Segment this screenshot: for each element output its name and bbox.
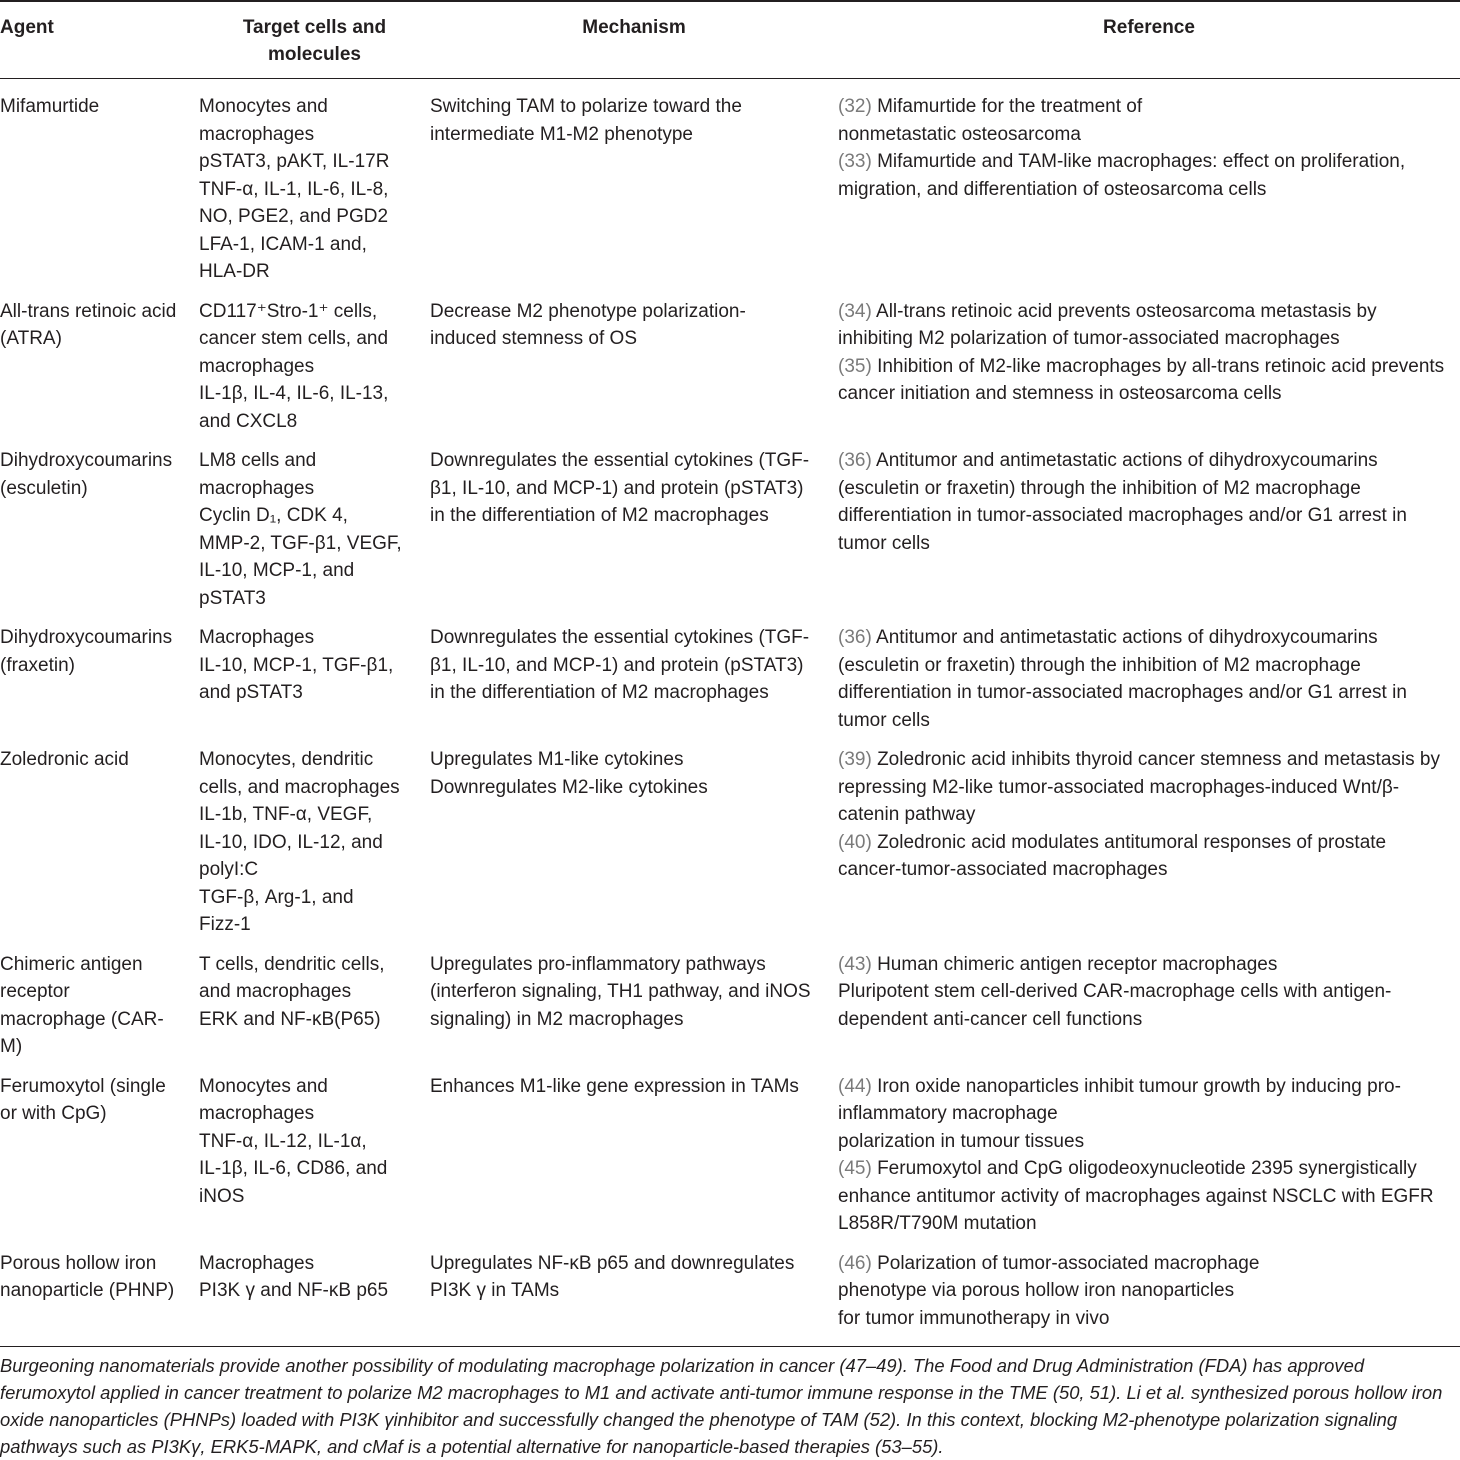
reference-line xyxy=(838,707,1460,735)
reference-number[interactable]: (39) xyxy=(838,749,872,770)
header-mechanism: Mechanism xyxy=(582,17,686,38)
cell-line: cells, and macrophages xyxy=(199,776,400,798)
target-cell xyxy=(199,1238,430,1333)
agent-cell xyxy=(0,435,199,612)
reference-text: polarization in tumour tissues xyxy=(838,1130,1085,1152)
cell-line: polyI:C xyxy=(199,859,259,880)
reference-line xyxy=(838,856,1460,884)
reference-line xyxy=(838,447,1460,475)
agent-cell xyxy=(0,1061,199,1238)
reference-line xyxy=(838,624,1460,652)
reference-line xyxy=(838,829,1460,857)
cell-line: receptor xyxy=(0,981,70,1002)
reference-number[interactable]: (36) xyxy=(838,627,872,648)
cell-line: Cyclin D₁, CDK 4, xyxy=(199,505,348,526)
mechanism-cell xyxy=(430,939,838,1061)
reference-line xyxy=(838,475,1460,503)
reference-line xyxy=(838,978,1460,1006)
reference-cell xyxy=(838,939,1460,1061)
reference-text: Zoledronic acid inhibits thyroid cancer stemness and metastasis by xyxy=(877,749,1440,770)
cell-line: (interferon signaling, TH1 pathway, and iNOS xyxy=(430,981,811,1002)
cell-line: Upregulates pro-inflammatory pathways xyxy=(430,953,766,975)
mechanism-cell xyxy=(430,1061,838,1238)
reference-line xyxy=(838,530,1460,558)
reference-text: Antitumor and antimetastatic actions of dihydroxycoumarins xyxy=(876,450,1378,471)
reference-line xyxy=(838,353,1460,381)
reference-line xyxy=(838,1128,1460,1156)
mechanism-cell xyxy=(430,435,838,612)
mechanism-cell xyxy=(430,79,838,286)
reference-line xyxy=(838,1100,1460,1128)
cell-line: Upregulates M1-like cytokines xyxy=(430,749,684,770)
reference-line xyxy=(838,652,1460,680)
cell-line: MMP-2, TGF-β1, VEGF, xyxy=(199,532,402,554)
cell-line: Porous hollow iron xyxy=(0,1252,157,1274)
cell-line: in the differentiation of M2 macrophages xyxy=(430,682,769,703)
reference-number[interactable]: (34) xyxy=(838,300,872,322)
cell-line: PI3K γ in TAMs xyxy=(430,1280,560,1301)
cell-line: TGF-β, Arg-1, and xyxy=(199,886,354,908)
cell-line: LFA-1, ICAM-1 and, xyxy=(199,233,367,255)
cell-line: Monocytes and xyxy=(199,1075,328,1097)
reference-number[interactable]: (36) xyxy=(838,450,872,471)
reference-number[interactable]: (40) xyxy=(838,831,872,853)
cell-line: induced stemness of OS xyxy=(430,328,637,349)
cell-line: macrophages xyxy=(199,1103,315,1124)
cell-line: Downregulates the essential cytokines (TGF- xyxy=(430,450,810,471)
target-cell xyxy=(199,435,430,612)
target-cell xyxy=(199,286,430,436)
reference-line xyxy=(838,1006,1460,1034)
reference-text: for tumor immunotherapy in vivo xyxy=(838,1307,1110,1329)
reference-text: L858R/T790M mutation xyxy=(838,1213,1037,1234)
agent-cell xyxy=(0,939,199,1061)
cell-line: nanoparticle (PHNP) xyxy=(0,1280,175,1301)
header-target: Target cells and molecules xyxy=(242,17,387,65)
cell-line: Macrophages xyxy=(199,627,315,648)
cell-line: LM8 cells and xyxy=(199,450,317,471)
footnote-rule xyxy=(0,1346,1460,1347)
cell-line: IL-10, IDO, IL-12, and xyxy=(199,831,383,853)
reference-text: enhance antitumor activity of macrophages against NSCLC with EGFR xyxy=(838,1185,1434,1207)
mechanism-cell xyxy=(430,612,838,734)
reference-line xyxy=(838,176,1460,204)
cell-line: Zoledronic acid xyxy=(0,749,129,770)
cell-line: Decrease M2 phenotype polarization- xyxy=(430,300,746,322)
cell-line: Upregulates NF-κB p65 and downregulates xyxy=(430,1252,795,1274)
cell-line: Dihydroxycoumarins xyxy=(0,627,173,648)
reference-text: inflammatory macrophage xyxy=(838,1103,1058,1124)
reference-cell xyxy=(838,286,1460,436)
cell-line: NO, PGE2, and PGD2 xyxy=(199,206,389,227)
cell-line: or with CpG) xyxy=(0,1103,107,1124)
reference-text: Pluripotent stem cell-derived CAR-macrophage cells with antigen- xyxy=(838,981,1392,1002)
cell-line: All-trans retinoic acid xyxy=(0,300,177,322)
reference-cell xyxy=(838,435,1460,612)
cell-line: macrophage (CAR- xyxy=(0,1008,164,1030)
cell-line: intermediate M1-M2 phenotype xyxy=(430,123,693,145)
reference-text: (esculetin or fraxetin) through the inhibition of M2 macrophage xyxy=(838,654,1361,676)
cell-line: β1, IL-10, and MCP-1) and protein (pSTAT3) xyxy=(430,477,804,499)
table-row xyxy=(0,939,1460,1061)
reference-text: migration, and differentiation of osteosarcoma cells xyxy=(838,178,1267,200)
agent-cell xyxy=(0,734,199,939)
target-cell xyxy=(199,1061,430,1238)
target-cell xyxy=(199,939,430,1061)
mechanism-cell xyxy=(430,1238,838,1333)
reference-number[interactable]: (32) xyxy=(838,96,872,117)
cell-line: and macrophages xyxy=(199,981,352,1002)
reference-text: dependent anti-cancer cell functions xyxy=(838,1008,1143,1030)
cell-line: Fizz-1 xyxy=(199,914,251,935)
reference-number[interactable]: (33) xyxy=(838,151,872,172)
agent-cell xyxy=(0,1238,199,1333)
cell-line: pSTAT3 xyxy=(199,587,266,609)
reference-line xyxy=(838,746,1460,774)
reference-text: Mifamurtide for the treatment of xyxy=(877,96,1143,117)
reference-line xyxy=(838,1073,1460,1101)
cell-line: macrophages xyxy=(199,477,315,499)
cell-line: iNOS xyxy=(199,1185,245,1207)
cell-line: Monocytes, dendritic xyxy=(199,749,374,770)
reference-line xyxy=(838,1250,1460,1278)
reference-line xyxy=(838,1277,1460,1305)
target-cell xyxy=(199,79,430,286)
cell-line: IL-1b, TNF-α, VEGF, xyxy=(199,804,373,825)
cell-line: TNF-α, IL-1, IL-6, IL-8, xyxy=(199,178,389,200)
reference-text: nonmetastatic osteosarcoma xyxy=(838,123,1081,145)
cell-line: and pSTAT3 xyxy=(199,682,303,703)
reference-line xyxy=(838,380,1460,408)
reference-number[interactable]: (43) xyxy=(838,953,872,975)
agent-cell xyxy=(0,612,199,734)
reference-cell xyxy=(838,79,1460,286)
reference-text: Mifamurtide and TAM-like macrophages: effect on proliferation, xyxy=(877,151,1406,172)
cell-line: Downregulates M2-like cytokines xyxy=(430,776,708,798)
cell-line: Ferumoxytol (single xyxy=(0,1075,166,1097)
cell-line: HLA-DR xyxy=(199,261,270,282)
cell-line: in the differentiation of M2 macrophages xyxy=(430,505,769,526)
header-agent: Agent xyxy=(0,17,54,38)
cell-line: IL-10, MCP-1, TGF-β1, xyxy=(199,654,394,676)
reference-number[interactable]: (44) xyxy=(838,1075,872,1097)
cell-line: Switching TAM to polarize toward the xyxy=(430,96,742,117)
cell-line: CD117⁺Stro-1⁺ cells, xyxy=(199,300,378,322)
table-row xyxy=(0,1061,1460,1238)
reference-text: Human chimeric antigen receptor macrophages xyxy=(877,953,1278,975)
reference-text: Antitumor and antimetastatic actions of dihydroxycoumarins xyxy=(876,627,1378,648)
cell-line: Monocytes and xyxy=(199,96,328,117)
reference-cell xyxy=(838,1238,1460,1333)
cell-line: signaling) in M2 macrophages xyxy=(430,1008,684,1030)
cell-line: macrophages xyxy=(199,355,315,377)
agent-cell xyxy=(0,79,199,286)
cell-line: cancer stem cells, and xyxy=(199,328,389,349)
reference-line xyxy=(838,502,1460,530)
reference-line xyxy=(838,325,1460,353)
cell-line: TNF-α, IL-12, IL-1α, xyxy=(199,1130,367,1152)
reference-line xyxy=(838,679,1460,707)
reference-text: Polarization of tumor-associated macrophage xyxy=(877,1252,1260,1274)
cell-line: IL-1β, IL-6, CD86, and xyxy=(199,1158,388,1179)
reference-number[interactable]: (45) xyxy=(838,1158,872,1179)
mechanism-cell xyxy=(430,734,838,939)
reference-text: differentiation in tumor-associated macrophages and/or G1 arrest in xyxy=(838,505,1407,526)
reference-line xyxy=(838,1305,1460,1333)
cell-line: ERK and NF-κB(P65) xyxy=(199,1008,381,1030)
table-row xyxy=(0,435,1460,612)
reference-line xyxy=(838,774,1460,802)
reference-text: Inhibition of M2-like macrophages by all-trans retinoic acid prevents xyxy=(877,355,1445,377)
agent-cell xyxy=(0,286,199,436)
mechanism-cell xyxy=(430,286,838,436)
cell-line: T cells, dendritic cells, xyxy=(199,953,385,975)
reference-line xyxy=(838,93,1460,121)
cell-line: PI3K γ and NF-κB p65 xyxy=(199,1280,389,1301)
reference-line xyxy=(838,121,1460,149)
cell-line: Downregulates the essential cytokines (TGF- xyxy=(430,627,810,648)
reference-line xyxy=(838,1183,1460,1211)
cell-line: macrophages xyxy=(199,123,315,145)
reference-text: repressing M2-like tumor-associated macrophages-induced Wnt/β- xyxy=(838,776,1400,798)
reference-text: Iron oxide nanoparticles inhibit tumour growth by inducing pro- xyxy=(877,1075,1401,1097)
cell-line: (ATRA) xyxy=(0,328,62,349)
reference-text: Ferumoxytol and CpG oligodeoxynucleotide 2395 synergistically xyxy=(877,1158,1417,1179)
cell-line: β1, IL-10, and MCP-1) and protein (pSTAT3) xyxy=(430,654,804,676)
reference-text: catenin pathway xyxy=(838,804,976,825)
cell-line: IL-1β, IL-4, IL-6, IL-13, xyxy=(199,383,389,404)
cell-line: M) xyxy=(0,1036,23,1057)
reference-cell xyxy=(838,734,1460,939)
cell-line: Mifamurtide xyxy=(0,96,100,117)
cell-line: IL-10, MCP-1, and xyxy=(199,560,355,581)
reference-text: differentiation in tumor-associated macrophages and/or G1 arrest in xyxy=(838,682,1407,703)
reference-text: tumor cells xyxy=(838,532,930,554)
reference-cell xyxy=(838,1061,1460,1238)
reference-text: inhibiting M2 polarization of tumor-associated macrophages xyxy=(838,328,1340,349)
reference-text: tumor cells xyxy=(838,709,930,731)
reference-text: cancer initiation and stemness in osteosarcoma cells xyxy=(838,383,1282,404)
cell-line: pSTAT3, pAKT, IL-17R xyxy=(199,151,390,172)
target-cell xyxy=(199,612,430,734)
cell-line: Macrophages xyxy=(199,1252,315,1274)
header-row xyxy=(0,1,1460,79)
cell-line: Chimeric antigen xyxy=(0,953,143,975)
reference-number[interactable]: (35) xyxy=(838,355,872,377)
table-row xyxy=(0,612,1460,734)
reference-line xyxy=(838,951,1460,979)
reference-number[interactable]: (46) xyxy=(838,1252,872,1274)
reference-text: All-trans retinoic acid prevents osteosarcoma metastasis by xyxy=(876,300,1377,322)
cell-line: (fraxetin) xyxy=(0,654,75,676)
cell-line: Dihydroxycoumarins xyxy=(0,450,173,471)
reference-line xyxy=(838,1155,1460,1183)
reference-text: (esculetin or fraxetin) through the inhibition of M2 macrophage xyxy=(838,477,1361,499)
cell-line: (esculetin) xyxy=(0,477,88,499)
reference-line xyxy=(838,801,1460,829)
cell-line: Enhances M1-like gene expression in TAMs xyxy=(430,1075,799,1097)
reference-line xyxy=(838,298,1460,326)
reference-cell xyxy=(838,612,1460,734)
reference-text: phenotype via porous hollow iron nanoparticles xyxy=(838,1280,1235,1301)
reference-text: Zoledronic acid modulates antitumoral responses of prostate xyxy=(877,831,1387,853)
target-cell xyxy=(199,734,430,939)
reference-text: cancer-tumor-associated macrophages xyxy=(838,859,1168,880)
header-reference: Reference xyxy=(1103,17,1195,38)
reference-line xyxy=(838,1210,1460,1238)
table-row xyxy=(0,79,1460,286)
table-row xyxy=(0,1238,1460,1333)
cell-line: and CXCL8 xyxy=(199,410,298,432)
table-row xyxy=(0,286,1460,436)
table-row xyxy=(0,734,1460,939)
reference-line xyxy=(838,148,1460,176)
table-footnote: Burgeoning nanomaterials provide another possibility of modulating macrophage polarization in cancer (47–49). The Food and Drug Administration (FDA) has approved ferumoxytol applied in cancer treatment to polarize M2 macrophages to M1 and activate anti-tumor immune response in the TME (50, 51). Li et al. synthesized porous hollow iron oxide nanoparticles (PHNPs) loaded with PI3K γinhibitor and successfully changed the phenotype of TAM (52). In this context, blocking M2-phenotype polarization signaling pathways such as PI3Kγ, ERK5-MAPK, and cMaf is a potential alternative for nanoparticle-based therapies (53–55). xyxy=(0,1355,1443,1457)
